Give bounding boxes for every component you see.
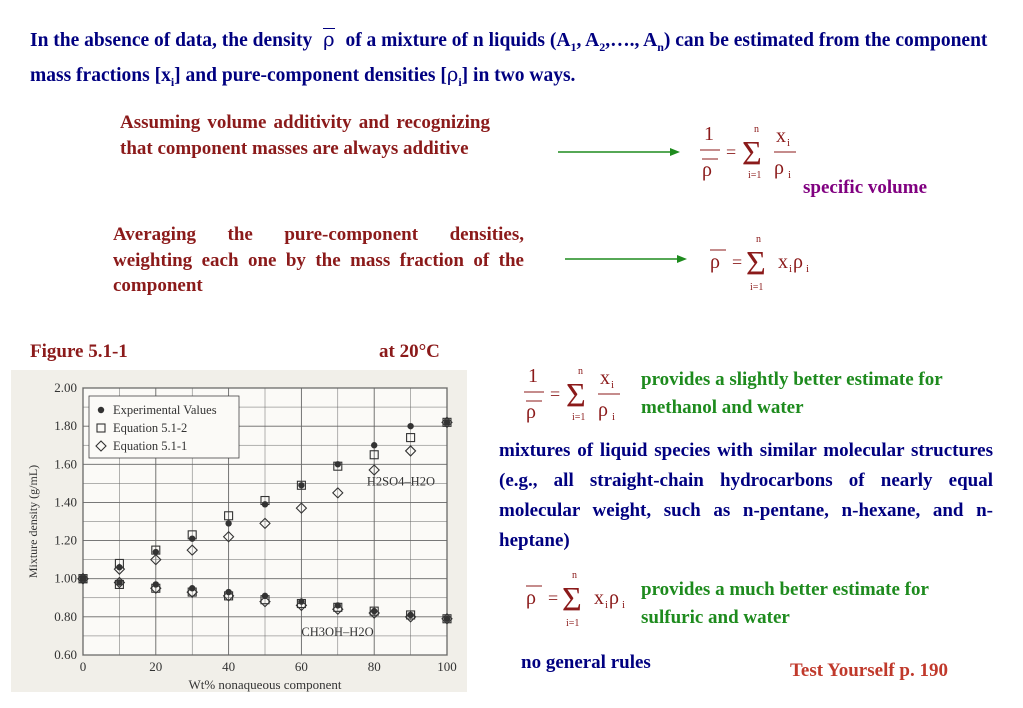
y-tick-label: 1.40 — [54, 494, 77, 510]
y-tick-label: 1.00 — [54, 570, 77, 586]
sum-sign: Σ — [742, 135, 762, 172]
intro-part: ] and pure-component densities [ — [174, 64, 447, 86]
subscript-i: i — [787, 137, 791, 149]
eq-equals: = — [726, 142, 737, 162]
equation-specific-volume-2 — [520, 360, 640, 435]
y-tick-label: 1.80 — [54, 418, 77, 434]
sum-lower: i=1 — [750, 282, 764, 293]
temperature-label: at 20°C — [379, 341, 440, 362]
rho-i: ρ — [793, 251, 803, 273]
data-point-experimental — [371, 608, 377, 614]
y-tick-label: 0.60 — [54, 647, 77, 662]
rho-bar: ρ — [702, 159, 712, 181]
rho-bar: ρ — [710, 251, 720, 273]
data-point-experimental — [407, 612, 413, 618]
x-symbol: x — [594, 587, 604, 609]
note-no-rules: no general rules — [521, 652, 651, 673]
legend-label: Equation 5.1-2 — [113, 421, 188, 435]
intro-part: of a mixture of n liquids (A — [345, 30, 571, 51]
y-tick-label: 2.00 — [54, 380, 77, 395]
sum-upper: n — [754, 124, 759, 135]
method-averaging-text: Averaging the pure-component densities, weighting each one by the mass fraction of the component — [113, 224, 524, 296]
x-symbol: x — [776, 125, 786, 147]
intro-part: ] in two ways. — [461, 64, 576, 86]
note-sulfuric: provides a much better estimate for sulfuric and water — [641, 579, 929, 628]
y-axis-label: Mixture density (g/mL) — [26, 464, 40, 579]
x-tick-label: 100 — [437, 659, 457, 674]
sum-upper: n — [578, 366, 583, 377]
specific-volume-label: specific volume — [803, 177, 928, 198]
data-point-experimental — [371, 442, 377, 448]
equation-averaging — [704, 230, 824, 299]
sum-lower: i=1 — [566, 618, 580, 629]
density-chart — [11, 370, 467, 692]
sum-lower: i=1 — [572, 412, 586, 423]
method-volume-additivity-text: Assuming volume additivity and recognizing that component masses are always additive — [120, 112, 490, 159]
subscript-i: i — [789, 263, 793, 275]
rho-i: ρ — [609, 587, 619, 609]
figure-caption: Figure 5.1-1 — [30, 341, 128, 362]
x-symbol: x — [600, 367, 610, 389]
sum-lower: i=1 — [748, 170, 762, 181]
equation-averaging-2 — [520, 566, 640, 635]
intro-part: In the absence of data, the density — [30, 30, 313, 51]
note-methanol: provides a slightly better estimate for methanol and water — [641, 369, 943, 418]
sum-sign: Σ — [746, 245, 766, 282]
y-tick-label: 0.80 — [54, 608, 77, 624]
subscript-i: i — [806, 263, 810, 275]
x-tick-label: 80 — [367, 659, 381, 674]
rho-i: ρ — [598, 399, 608, 421]
sum-sign: Σ — [562, 581, 582, 618]
intro-sub: n — [657, 39, 664, 54]
intro-part: ) can be estimated from the component mass fractions [x — [30, 30, 988, 86]
x-symbol: x — [778, 251, 788, 273]
eq-numerator: 1 — [528, 365, 538, 387]
legend-marker — [98, 407, 104, 413]
sum-upper: n — [756, 234, 761, 245]
test-yourself-link[interactable]: Test Yourself p. 190 — [790, 660, 948, 681]
subscript-i: i — [605, 599, 609, 611]
sum-sign: Σ — [566, 377, 586, 414]
subscript-i: i — [622, 599, 626, 611]
x-tick-label: 40 — [222, 659, 236, 674]
arrow-method1 — [558, 145, 680, 164]
x-axis-label: Wt% nonaqueous component — [188, 677, 342, 692]
eq-equals: = — [550, 384, 561, 404]
y-tick-label: 1.60 — [54, 456, 77, 472]
data-point-experimental — [225, 520, 231, 526]
rho-i: ρ — [774, 157, 784, 179]
annotation-h2so4: H2SO4–H2O — [366, 474, 435, 489]
subscript-i: i — [611, 379, 615, 391]
subscript-i: i — [612, 411, 616, 423]
rho-bar: ρ — [526, 401, 536, 423]
legend-label: Equation 5.1-1 — [113, 439, 188, 453]
intro-sub: 1 — [570, 39, 577, 54]
intro-sub: 2 — [599, 39, 606, 54]
y-tick-label: 1.20 — [54, 532, 77, 548]
rho-bar-symbol: ρ — [323, 28, 335, 51]
subscript-i: i — [788, 169, 792, 181]
data-point-experimental — [407, 423, 413, 429]
legend-label: Experimental Values — [113, 403, 217, 417]
arrow-method2 — [565, 252, 687, 271]
intro-sub: i — [170, 74, 175, 89]
intro-part: , A — [576, 30, 600, 51]
x-tick-label: 20 — [149, 659, 163, 674]
equation-specific-volume — [696, 118, 816, 193]
intro-sub: i — [458, 74, 462, 89]
rho-symbol: ρ — [446, 62, 459, 86]
eq-equals: = — [732, 252, 743, 272]
x-tick-label: 60 — [294, 659, 308, 674]
data-point-experimental — [298, 482, 304, 488]
intro-part: ,…., A — [605, 30, 658, 51]
eq-numerator: 1 — [704, 123, 714, 145]
x-tick-label: 0 — [79, 659, 87, 674]
chart-svg — [11, 370, 467, 692]
note-mixtures: mixtures of liquid species with similar molecular structures (e.g., all straight-chain hydrocarbons of nearly equal molecular weight, such as n-pentane, n-hexane, and n-heptane) — [499, 440, 993, 551]
eq-equals: = — [548, 588, 559, 608]
intro-text — [30, 26, 1005, 96]
rho-bar: ρ — [526, 587, 536, 609]
annotation-ch3oh: CH3OH–H2O — [301, 624, 374, 639]
sum-upper: n — [572, 570, 577, 581]
